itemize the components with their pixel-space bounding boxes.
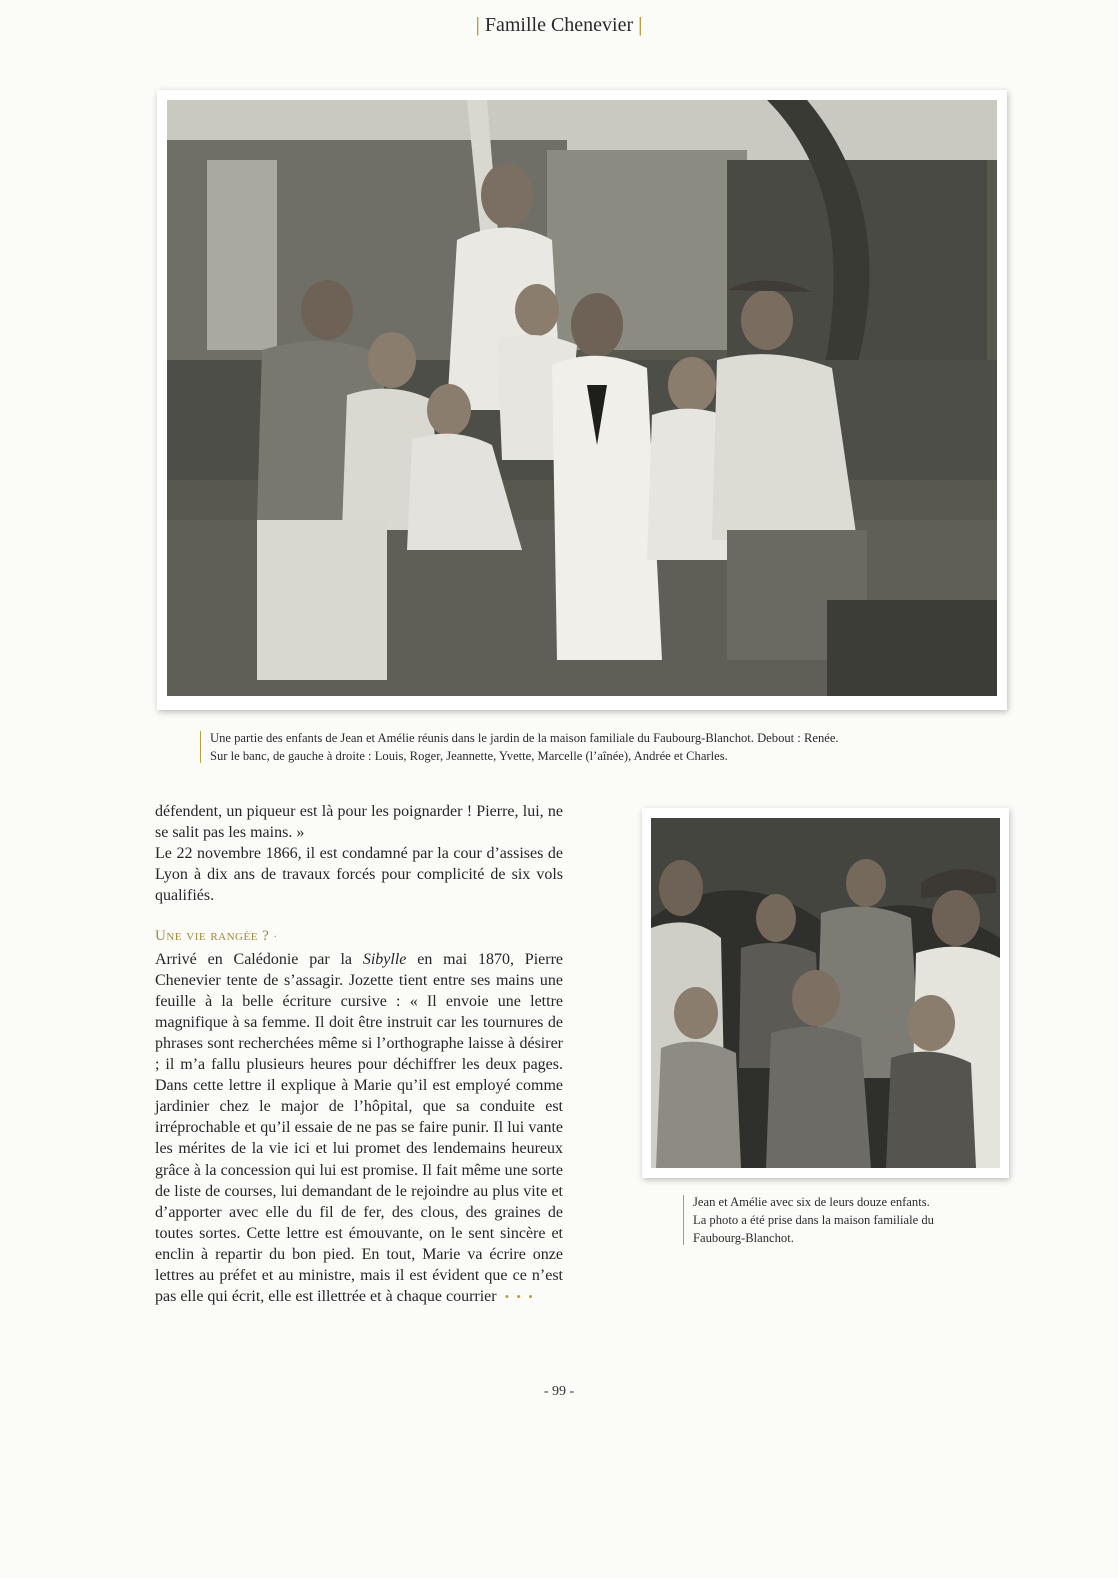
- caption-2-line-2: La photo a été prise dans la maison familiale du: [693, 1213, 934, 1227]
- paragraph-3: [155, 949, 563, 1308]
- caption-2-line-3: Faubourg-Blanchot.: [693, 1231, 794, 1245]
- header-title: Famille Chenevier: [484, 14, 634, 36]
- paragraph-2: Le 22 novembre 1866, il est condamné par la cour d’assises de Lyon à dix ans de travaux forcés pour complicité de six vols qualifiés.: [155, 845, 563, 905]
- paragraph-3-start: Arrivé en Calédonie par la: [155, 950, 363, 968]
- page-number: - 99 -: [543, 1384, 575, 1399]
- photo-garden-image: [167, 100, 997, 696]
- paragraph-3-rest: en mai 1870, Pierre Chenevier tente de s’assagir. Jozette tient entre ses mains une feuille à la belle écriture cursive : « Il envoie une lettre magnifique à sa femme. Il doit être instruit car les tournures de phrases sont recherchées même si l’orthographe laisse à désirer ; il m’a fallu plusieurs heures pour déchiffrer les deux pages. Dans cette lettre il explique à Marie qu’il est employé comme jardinier chez le major de l’hôpital, que sa conduite est irréprochable et qu’il essaie de ne pas se faire punir. Il lui vante les mérites de la vie ici et lui promet des lendemains heureux grâce à la concession qui lui est promise. Il fait même une sorte de liste de courses, lui demandant de le rejoindre au plus vite et d’apporter avec elle du fil de fer, des clous, des graines de toutes sortes. Cette lettre est émouvante, on le sent sincère et enclin à repartir du bon pied. En tout, Marie va écrire onze lettres au préfet et au ministre, mais il est évident que ce n’est pas elle qui écrit, elle est illettrée et à chaque courrier: [155, 950, 563, 1306]
- family-photo-garden: [167, 100, 997, 696]
- photo-caption-2: [683, 1193, 993, 1247]
- caption-1-line-1: Une partie des enfants de Jean et Amélie réunis dans le jardin de la maison familiale du Faubourg-Blanchot. Debout : Renée.: [210, 731, 839, 745]
- caption-2-line-1: Jean et Amélie avec six de leurs douze enfants.: [693, 1195, 930, 1209]
- header-bar-left: |: [475, 14, 480, 36]
- paragraph-1: défendent, un piqueur est là pour les poignarder ! Pierre, lui, ne se salit pas les mains. »: [155, 803, 563, 842]
- continuation-marker: • • •: [504, 1289, 535, 1305]
- caption-1-line-2: Sur le banc, de gauche à droite : Louis, Roger, Jeannette, Yvette, Marcelle (l’aînée), Andrée et Charles.: [210, 749, 728, 763]
- photo-caption-1: [200, 729, 970, 765]
- photo-frame-1: [157, 90, 1007, 710]
- running-head: [0, 14, 1118, 37]
- section-heading: [155, 926, 563, 948]
- section-title: Une vie rangée ?: [155, 928, 270, 945]
- ship-name: Sibylle: [362, 950, 407, 968]
- section-heading-mark: ·: [273, 932, 278, 944]
- header-bar-right: |: [638, 14, 643, 36]
- photo-parents-image: [651, 818, 1000, 1168]
- family-photo-parents: [651, 818, 1000, 1168]
- photo-frame-2: [642, 808, 1009, 1178]
- article-body: [155, 801, 563, 1307]
